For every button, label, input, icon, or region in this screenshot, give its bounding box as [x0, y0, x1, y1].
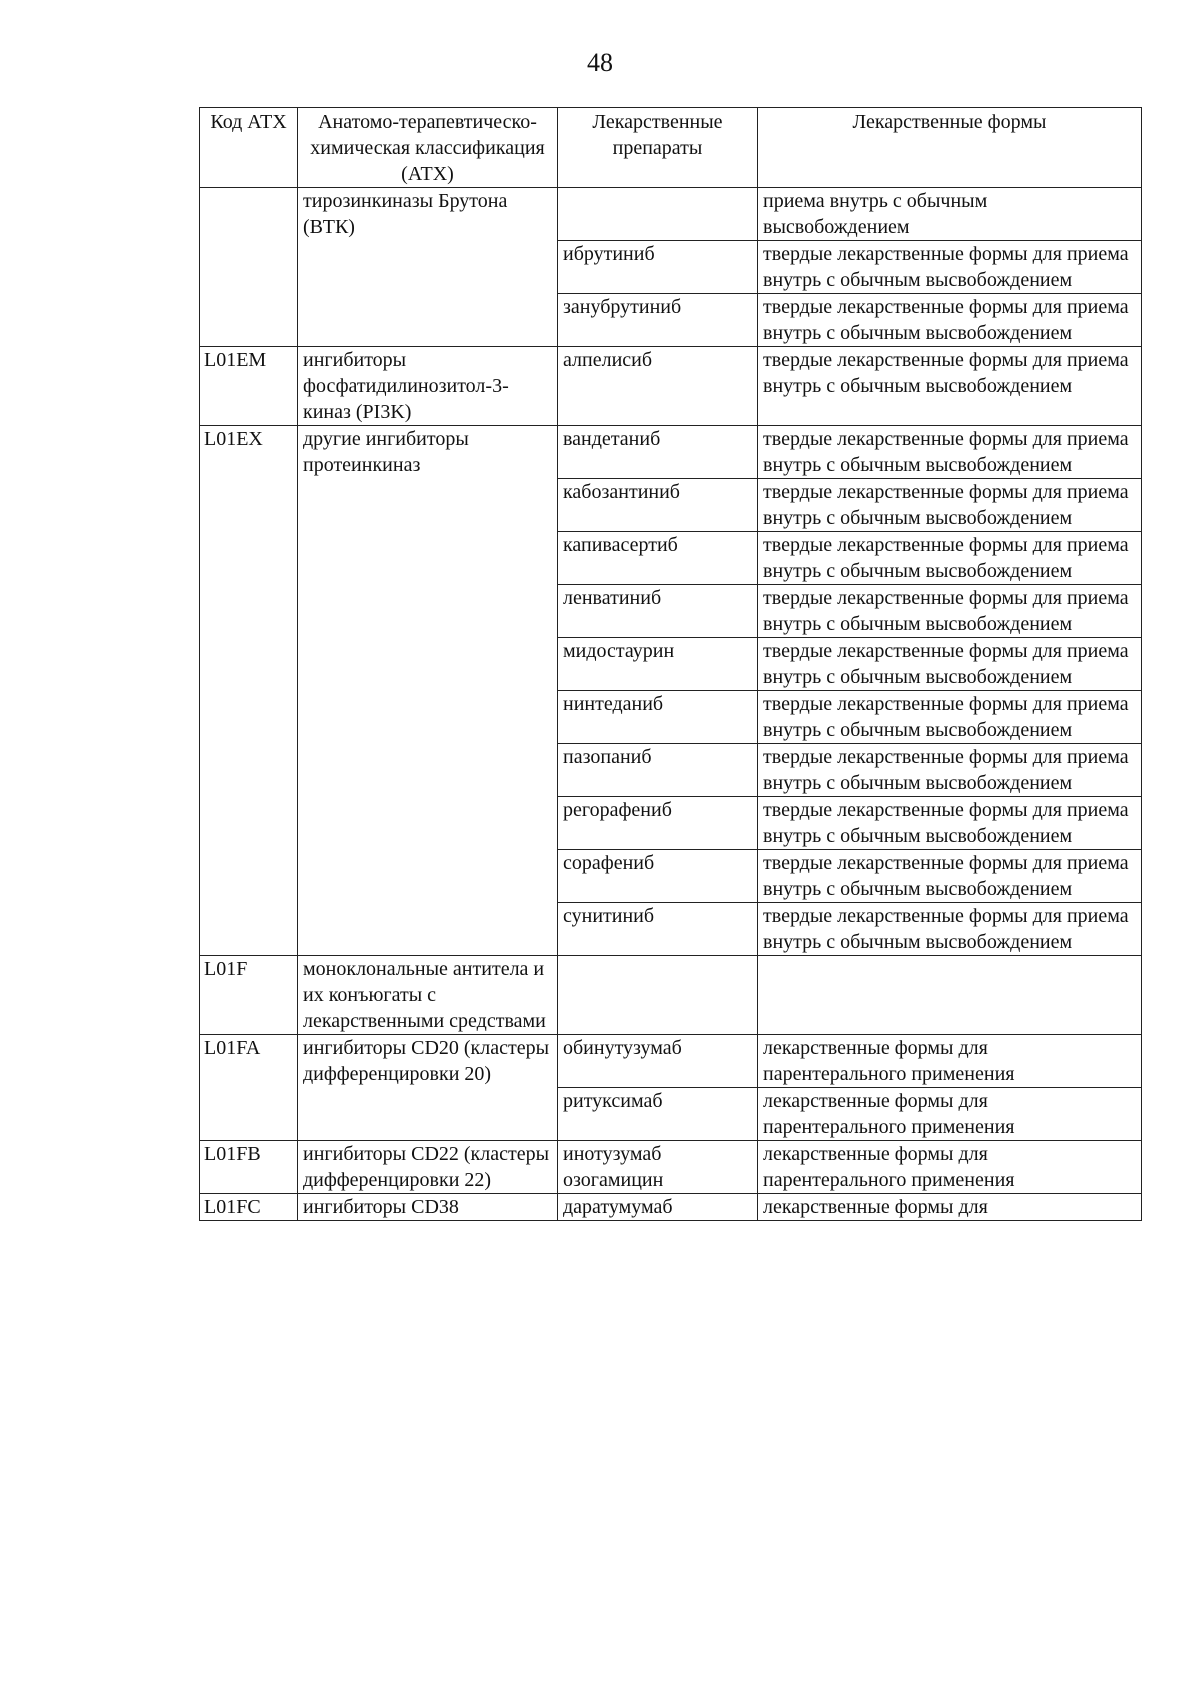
dosage-form-cell: лекарственные формы для парентерального применения [758, 1088, 1142, 1141]
header-code: Код АТХ [200, 108, 298, 188]
table-row [200, 1194, 1142, 1221]
table-row [200, 426, 1142, 479]
drug-name-cell: ритуксимаб [558, 1088, 758, 1141]
atx-code-cell [200, 188, 298, 347]
drug-name-cell: алпелисиб [558, 347, 758, 426]
atx-classification-cell: ингибиторы CD22 (кластеры дифференцировки 22) [298, 1141, 558, 1194]
page-number: 48 [587, 48, 613, 77]
dosage-form-cell [758, 956, 1142, 1035]
atx-code-cell: L01F [200, 956, 298, 1035]
drug-name-cell: мидостаурин [558, 638, 758, 691]
dosage-form-cell: твердые лекарственные формы для приема внутрь с обычным высвобождением [758, 426, 1142, 479]
table-row [200, 347, 1142, 426]
atx-classification-cell: тирозинкиназы Брутона (ВТК) [298, 188, 558, 347]
drug-name-cell: занубрутиниб [558, 294, 758, 347]
drug-name-cell [558, 188, 758, 241]
drug-name-cell: даратумумаб [558, 1194, 758, 1221]
drug-name-cell: пазопаниб [558, 744, 758, 797]
drug-name-cell: ибрутиниб [558, 241, 758, 294]
dosage-form-cell: лекарственные формы для парентерального применения [758, 1035, 1142, 1088]
table-header-row [200, 108, 1142, 188]
drug-name-cell: сунитиниб [558, 903, 758, 956]
drug-name-cell: кабозантиниб [558, 479, 758, 532]
dosage-form-cell: твердые лекарственные формы для приема внутрь с обычным высвобождением [758, 585, 1142, 638]
header-forms: Лекарственные формы [758, 108, 1142, 188]
dosage-form-cell: приема внутрь с обычным высвобождением [758, 188, 1142, 241]
table-row [200, 188, 1142, 241]
drug-name-cell: регорафениб [558, 797, 758, 850]
dosage-form-cell: твердые лекарственные формы для приема внутрь с обычным высвобождением [758, 347, 1142, 426]
atx-code-cell: L01EM [200, 347, 298, 426]
dosage-form-cell: твердые лекарственные формы для приема внутрь с обычным высвобождением [758, 241, 1142, 294]
header-classification: Анатомо-терапевтическо-химическая классификация (АТХ) [298, 108, 558, 188]
dosage-form-cell: твердые лекарственные формы для приема внутрь с обычным высвобождением [758, 850, 1142, 903]
drug-name-cell: ленватиниб [558, 585, 758, 638]
table-row [200, 1035, 1142, 1088]
atx-drug-table [199, 107, 1142, 1221]
drug-name-cell: нинтеданиб [558, 691, 758, 744]
dosage-form-cell: лекарственные формы для парентерального применения [758, 1141, 1142, 1194]
atx-classification-cell: ингибиторы CD20 (кластеры дифференцировки 20) [298, 1035, 558, 1141]
atx-classification-cell: моноклональные антитела и их конъюгаты с лекарственными средствами [298, 956, 558, 1035]
atx-code-cell: L01FC [200, 1194, 298, 1221]
dosage-form-cell: твердые лекарственные формы для приема внутрь с обычным высвобождением [758, 903, 1142, 956]
table-body [200, 188, 1142, 1221]
drug-name-cell: вандетаниб [558, 426, 758, 479]
drug-name-cell: обинутузумаб [558, 1035, 758, 1088]
dosage-form-cell: твердые лекарственные формы для приема внутрь с обычным высвобождением [758, 532, 1142, 585]
atx-classification-cell: ингибиторы CD38 [298, 1194, 558, 1221]
drug-name-cell: инотузумаб озогамицин [558, 1141, 758, 1194]
atx-classification-cell: другие ингибиторы протеинкиназ [298, 426, 558, 956]
table-row [200, 1141, 1142, 1194]
drug-name-cell: сорафениб [558, 850, 758, 903]
drug-name-cell: капивасертиб [558, 532, 758, 585]
dosage-form-cell: твердые лекарственные формы для приема внутрь с обычным высвобождением [758, 797, 1142, 850]
drug-name-cell [558, 956, 758, 1035]
dosage-form-cell: твердые лекарственные формы для приема внутрь с обычным высвобождением [758, 691, 1142, 744]
atx-code-cell: L01EX [200, 426, 298, 956]
atx-classification-cell: ингибиторы фосфатидилинозитол-3-киназ (PI3K) [298, 347, 558, 426]
dosage-form-cell: твердые лекарственные формы для приема внутрь с обычным высвобождением [758, 294, 1142, 347]
dosage-form-cell: твердые лекарственные формы для приема внутрь с обычным высвобождением [758, 744, 1142, 797]
dosage-form-cell: твердые лекарственные формы для приема внутрь с обычным высвобождением [758, 638, 1142, 691]
atx-code-cell: L01FA [200, 1035, 298, 1141]
header-drugs: Лекарственные препараты [558, 108, 758, 188]
atx-code-cell: L01FB [200, 1141, 298, 1194]
table-row [200, 956, 1142, 1035]
dosage-form-cell: твердые лекарственные формы для приема внутрь с обычным высвобождением [758, 479, 1142, 532]
dosage-form-cell: лекарственные формы для [758, 1194, 1142, 1221]
